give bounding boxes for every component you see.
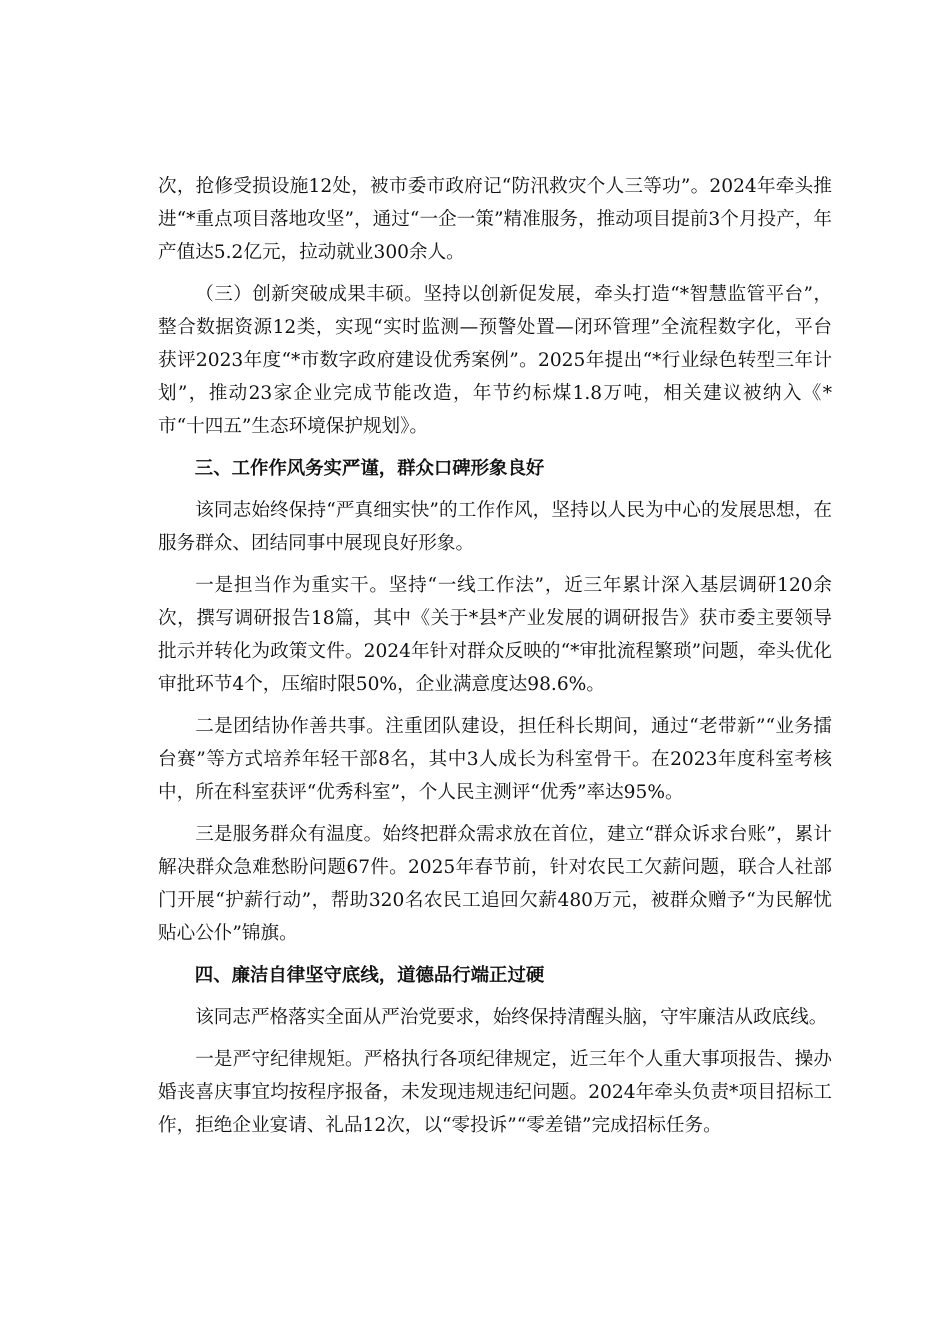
section-heading-work-style: 三、工作作风务实严谨，群众口碑形象良好 [194, 458, 545, 479]
section-heading-integrity: 四、廉洁自律坚守底线，道德品行端正过硬 [194, 965, 545, 986]
paragraph-integrity-intro: 该同志严格落实全面从严治党要求，始终保持清醒头脑，守牢廉洁从政底线。 [195, 1007, 828, 1028]
paragraph-continuation: 次，抢修受损设施12处，被市委市政府记“防汛救灾个人三等功”。2024年牵头推进“*重点项目落地攻坚”，通过“一企一策”精准服务，推动项目提前3个月投产，年产值达5.2亿元，拉动就业300余人。 [158, 176, 832, 263]
paragraph-work-style-intro: 该同志始终保持“严真细实快”的工作作风，坚持以人民为中心的发展思想，在服务群众、团结同事中展现良好形象。 [158, 500, 832, 554]
paragraph-responsibility: 一是担当作为重实干。坚持“一线工作法”，近三年累计深入基层调研120余次，撰写调研报告18篇，其中《关于*县*产业发展的调研报告》获市委主要领导批示并转化为政策文件。2024年针对群众反映的“*审批流程繁琐”问题，牵头优化审批环节4个，压缩时限50%，企业满意度达98.6%。 [158, 575, 832, 695]
paragraph-teamwork: 二是团结协作善共事。注重团队建设，担任科长期间，通过“老带新”“业务擂台赛”等方式培养年轻干部8名，其中3人成长为科室骨干。在2023年度科室考核中，所在科室获评“优秀科室”，个人民主测评“优秀”率达95%。 [158, 716, 832, 803]
document-body [158, 170, 832, 1142]
paragraph-discipline: 一是严守纪律规矩。严格执行各项纪律规定，近三年个人重大事项报告、操办婚丧喜庆事宜均按程序报备，未发现违规违纪问题。2024年牵头负责*项目招标工作，拒绝企业宴请、礼品12次，以“零投诉”“零差错”完成招标任务。 [158, 1049, 832, 1136]
paragraph-service: 三是服务群众有温度。始终把群众需求放在首位，建立“群众诉求台账”，累计解决群众急难愁盼问题67件。2025年春节前，针对农民工欠薪问题，联合人社部门开展“护薪行动”，帮助320名农民工追回欠薪480万元，被群众赠予“为民解忧贴心公仆”锦旗。 [158, 824, 832, 944]
paragraph-innovation: （三）创新突破成果丰硕。坚持以创新促发展，牵头打造“*智慧监管平台”，整合数据资源12类，实现“实时监测—预警处置—闭环管理”全流程数字化，平台获评2023年度“*市数字政府建设优秀案例”。2025年提出“*行业绿色转型三年计划”，推动23家企业完成节能改造，年节约标煤1.8万吨，相关建议被纳入《*市“十四五”生态环境保护规划》。 [158, 284, 832, 437]
